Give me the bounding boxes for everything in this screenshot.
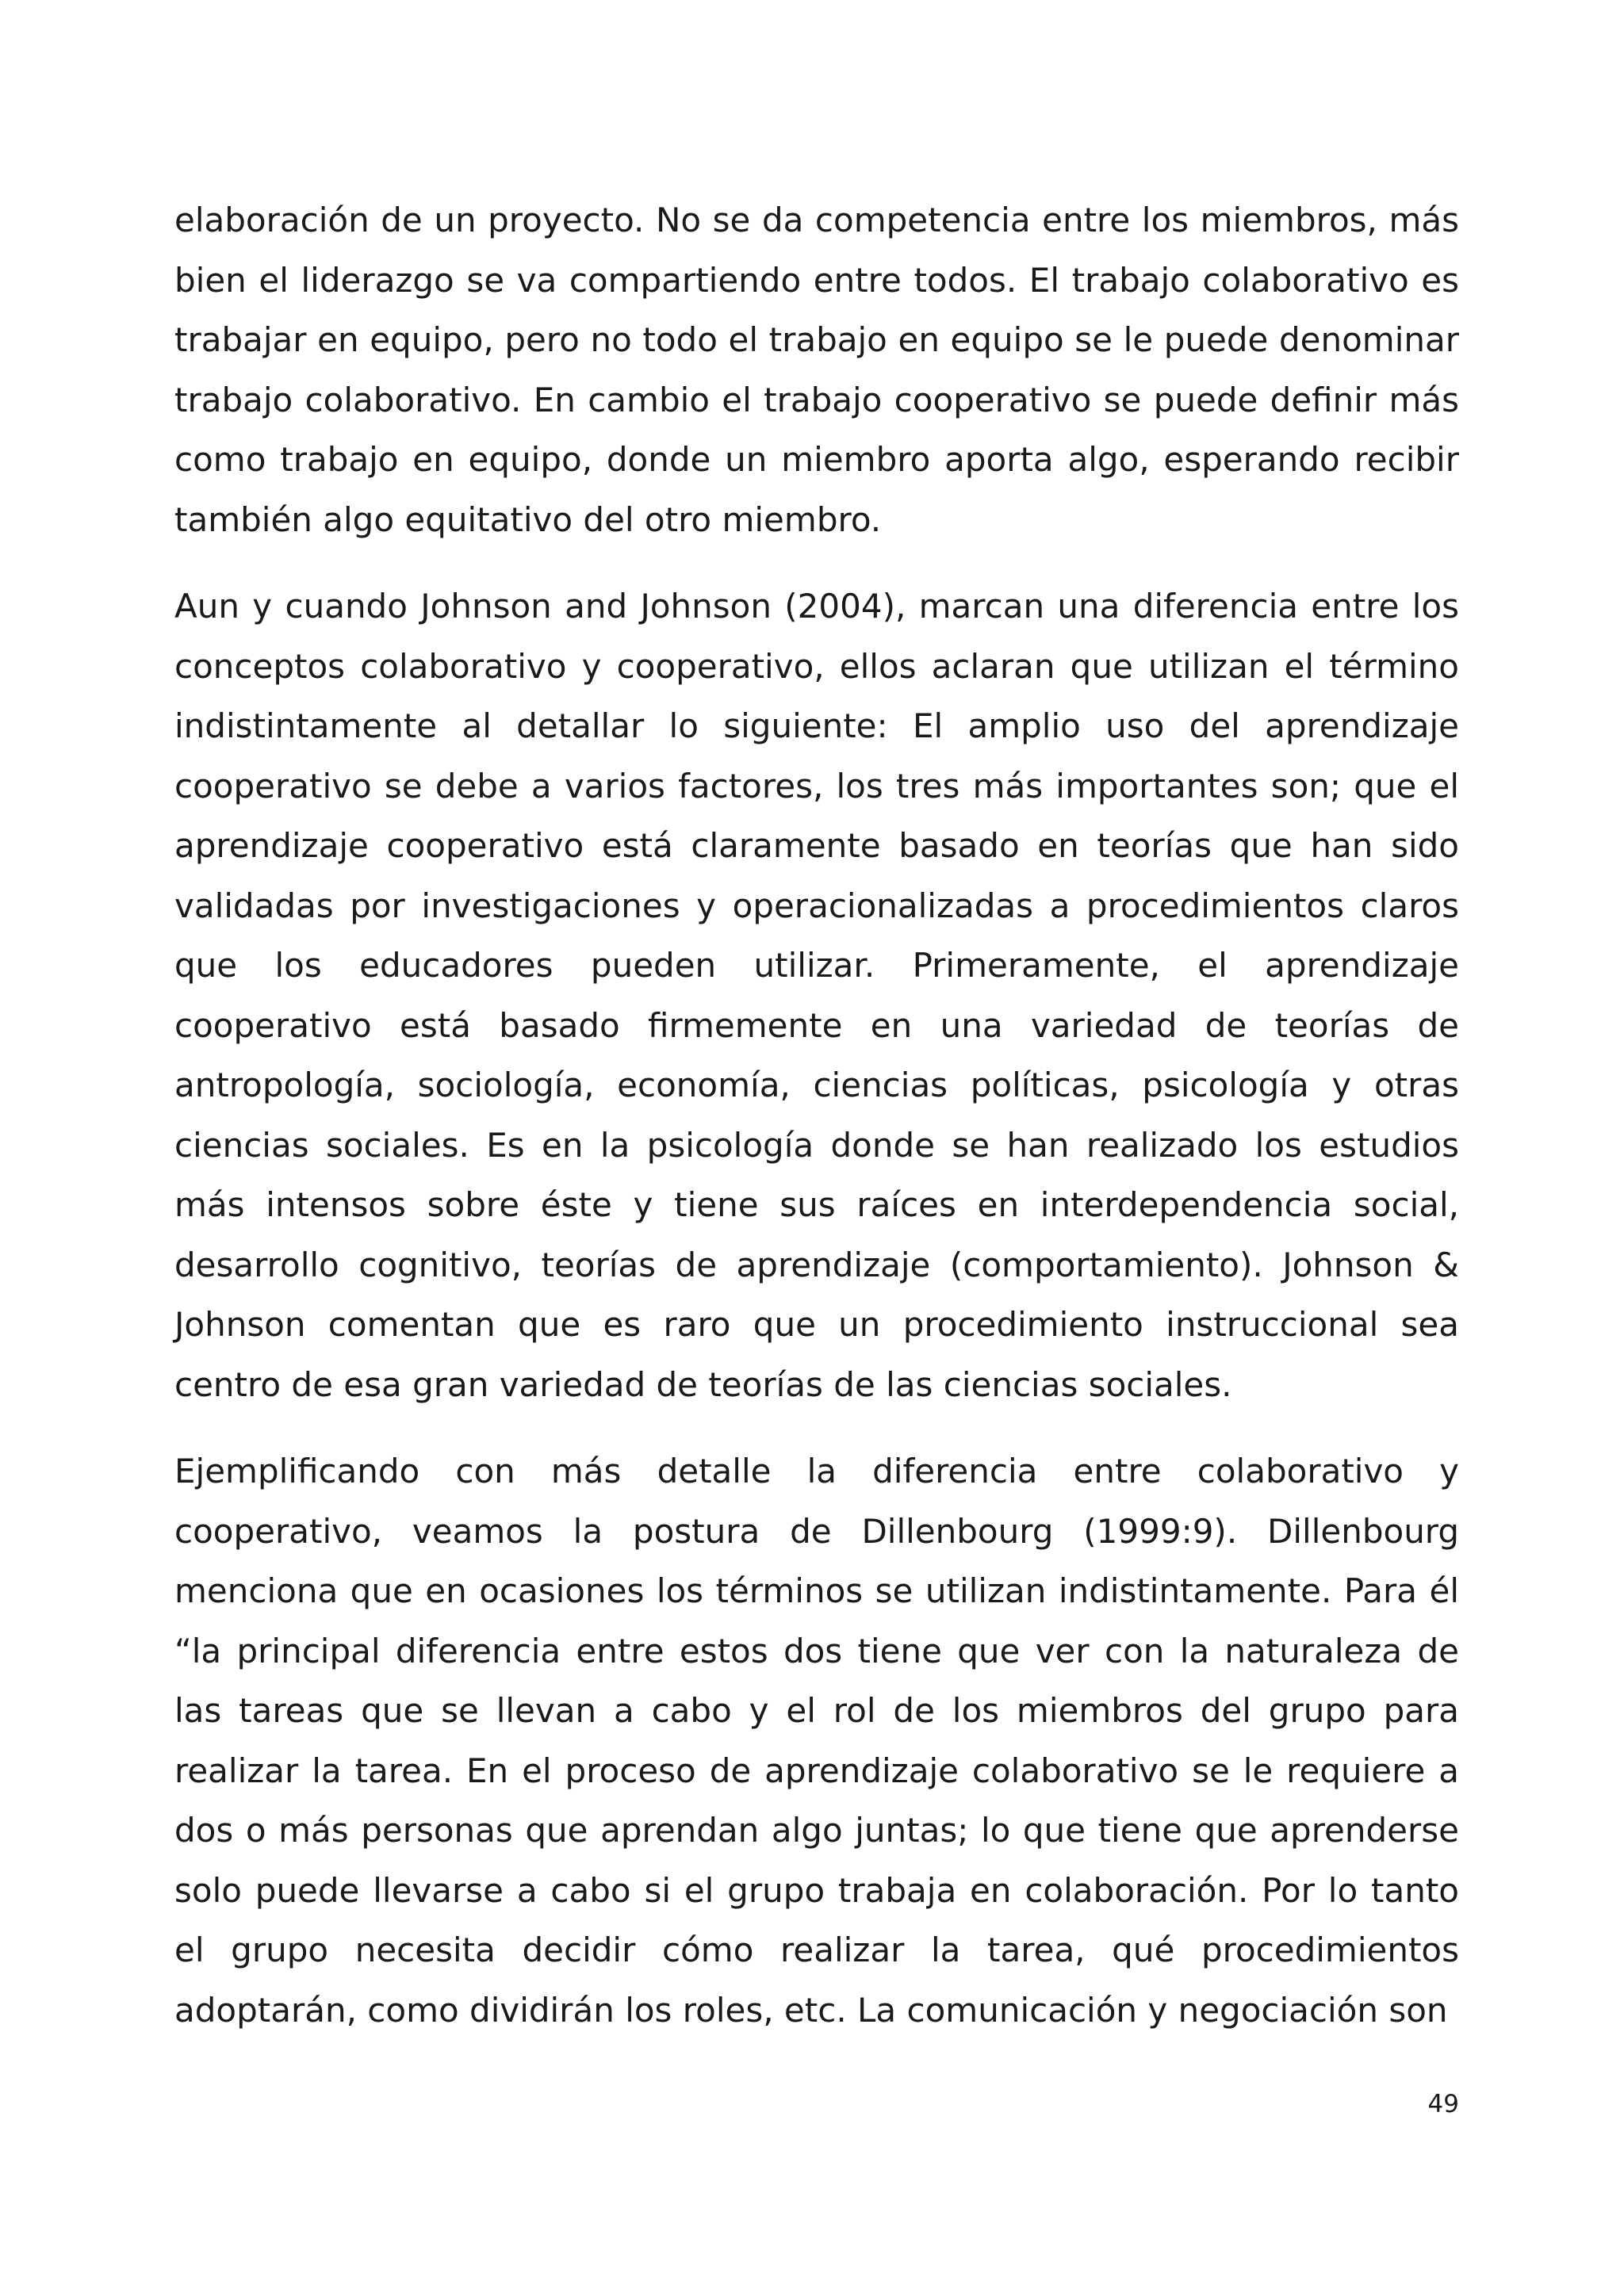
page-number: 49 [1427, 2090, 1459, 2118]
body-text [174, 190, 1459, 2040]
paragraph-1: elaboración de un proyecto. No se da competencia entre los miembros, más bien el liderazgo se va compartiendo entre todos. El trabajo colaborativo es trabajar en equipo, pero no todo el trabajo en equipo se le puede denominar trabajo colaborativo. En cambio el trabajo cooperativo se puede definir más como trabajo en equipo, donde un miembro aporta algo, esperando recibir también algo equitativo del otro miembro. [174, 201, 1459, 539]
paragraph-3: Ejemplificando con más detalle la diferencia entre colaborativo y cooperativo, veamos la postura de Dillenbourg (1999:9). Dillenbourg menciona que en ocasiones los términos se utilizan indistintamente. Para él “la principal diferencia entre estos dos tiene que ver con la naturaleza de las tareas que se llevan a cabo y el rol de los miembros del grupo para realizar la tarea. En el proceso de aprendizaje colaborativo se le requiere a dos o más personas que aprendan algo juntas; lo que tiene que aprenderse solo puede llevarse a cabo si el grupo trabaja en colaboración. Por lo tanto el grupo necesita decidir cómo realizar la tarea, qué procedimientos adoptarán, como dividirán los roles, etc. La comunicación y negociación son [174, 1452, 1459, 2030]
paragraph-2: Aun y cuando Johnson and Johnson (2004), marcan una diferencia entre los conceptos colaborativo y cooperativo, ellos aclaran que utilizan el término indistintamente al detallar lo siguiente: El amplio uso del aprendizaje cooperativo se debe a varios factores, los tres más importantes son; que el aprendizaje cooperativo está claramente basado en teorías que han sido validadas por investigaciones y operacionalizadas a procedimientos claros que los educadores pueden utilizar. Primeramente, el aprendizaje cooperativo está basado firmemente en una variedad de teorías de antropología, sociología, economía, ciencias políticas, psicología y otras ciencias sociales. Es en la psicología donde se han realizado los estudios más intensos sobre éste y tiene sus raíces en interdependencia social, desarrollo cognitivo, teorías de aprendizaje (comportamiento). Johnson & Johnson comentan que es raro que un procedimiento instruccional sea centro de esa gran variedad de teorías de las ciencias sociales. [174, 587, 1459, 1404]
